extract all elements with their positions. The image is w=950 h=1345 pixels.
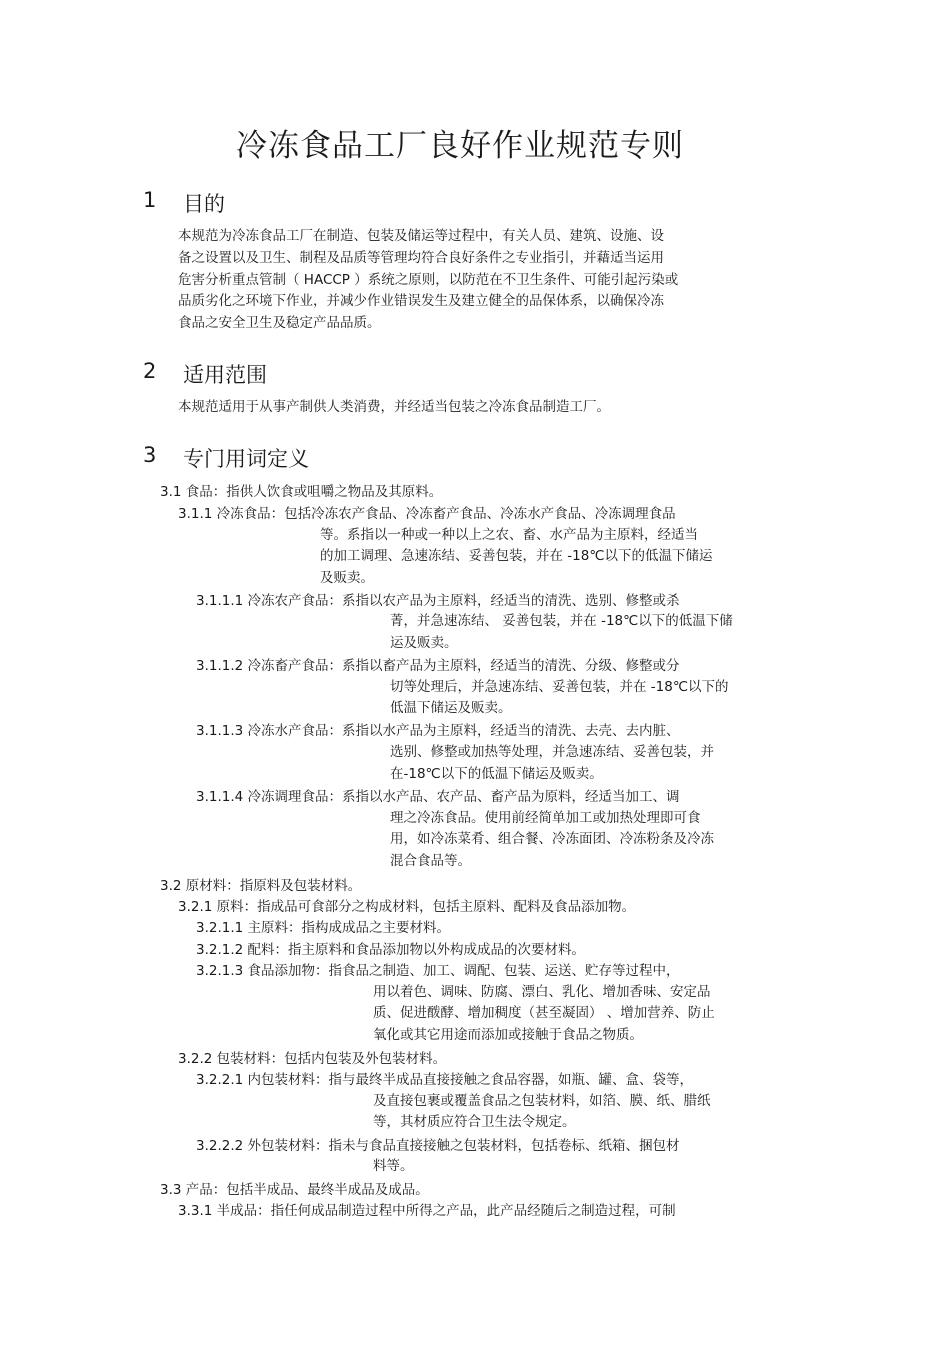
definition-line: 运及贩卖。	[390, 635, 458, 651]
definition-line: 在-18℃以下的低温下储运及贩卖。	[390, 766, 603, 782]
definition-line: 3.1 食品：指供人饮食或咀嚼之物品及其原料。	[160, 484, 443, 500]
definition-line: 混合食品等。	[390, 853, 471, 869]
section-number: 3	[143, 443, 157, 467]
paragraph-line: 危害分析重点管制（ HACCP ）系统之原则，以防范在不卫生条件、可能引起污染或	[178, 272, 679, 288]
definition-line: 及直接包裹或覆盖食品之包装材料，如箔、膜、纸、腊纸	[373, 1093, 711, 1109]
section-name: 目的	[183, 192, 225, 216]
definition-line: 低温下储运及贩卖。	[390, 700, 512, 716]
definition-line: 3.2.1.2 配料：指主原料和食品添加物以外构成成品的次要材料。	[196, 942, 586, 958]
definition-line: 等。系指以一种或一种以上之农、畜、水产品为主原料，经适当	[320, 527, 698, 543]
definition-line: 3.2.1.1 主原料：指构成成品之主要材料。	[196, 920, 451, 936]
definition-line: 3.1.1.3 冷冻水产食品：系指以水产品为主原料，经适当的清洗、去壳、去内脏、	[196, 723, 680, 739]
definition-line: 3.2.1 原料：指成品可食部分之构成材料，包括主原料、配料及食品添加物。	[178, 899, 636, 915]
definition-line: 质、促进酦酵、增加稠度（甚至凝固） 、增加营养、防止	[373, 1005, 715, 1021]
paragraph-line: 备之设置以及卫生、制程及品质等管理均符合良好条件之专业指引，并藉适当运用	[178, 250, 664, 266]
definition-line: 菁，并急速冻结、 妥善包装，并在 -18℃以下的低温下储	[390, 613, 733, 629]
definition-line: 的加工调理、急速冻结、妥善包装，并在 -18℃以下的低温下储运	[320, 548, 713, 564]
paragraph-line: 品质劣化之环境下作业，并减少作业错误发生及建立健全的品保体系，以确保冷冻	[178, 293, 664, 309]
section-number: 2	[143, 359, 157, 383]
definition-line: 3.2.2.2 外包装材料：指未与食品直接接触之包装材料，包括卷标、纸箱、捆包材	[196, 1138, 680, 1154]
definition-line: 3.2.1.3 食品添加物：指食品之制造、加工、调配、包装、运送、贮存等过程中，	[196, 963, 680, 979]
paragraph-line: 本规范适用于从事产制供人类消费，并经适当包装之冷冻食品制造工厂。	[178, 399, 610, 415]
definition-line: 3.2 原材料：指原料及包装材料。	[160, 878, 362, 894]
definition-line: 3.3 产品：包括半成品、最终半成品及成品。	[160, 1182, 429, 1198]
definition-line: 氧化或其它用途而添加或接触于食品之物质。	[373, 1027, 643, 1043]
definition-line: 3.1.1.1 冷冻农产食品：系指以农产品为主原料，经适当的清洗、选别、修整或杀	[196, 593, 680, 609]
definition-line: 3.1.1 冷冻食品：包括冷冻农产食品、冷冻畜产食品、冷冻水产食品、冷冻调理食品	[178, 506, 676, 522]
paragraph-line: 食品之安全卫生及稳定产品品质。	[178, 315, 381, 331]
definition-line: 3.2.2.1 内包装材料：指与最终半成品直接接触之食品容器，如瓶、罐、盒、袋等，	[196, 1072, 694, 1088]
definition-line: 3.1.1.4 冷冻调理食品：系指以水产品、农产品、畜产品为原料，经适当加工、调	[196, 789, 680, 805]
section-number: 1	[143, 188, 157, 212]
definition-line: 选别、修整或加热等处理，并急速冻结、妥善包装，并	[390, 744, 714, 760]
definition-line: 3.1.1.2 冷冻畜产食品：系指以畜产品为主原料，经适当的清洗、分级、修整或分	[196, 658, 680, 674]
definition-line: 用，如冷冻菜肴、组合餐、冷冻面团、冷冻粉条及冷冻	[390, 831, 714, 847]
section-name: 专门用词定义	[183, 447, 309, 471]
definition-line: 及贩卖。	[320, 570, 374, 586]
definition-line: 切等处理后，并急速冻结、妥善包装，并在 -18℃以下的	[390, 679, 729, 695]
paragraph-line: 本规范为冷冻食品工厂在制造、包装及储运等过程中，有关人员、建筑、设施、设	[178, 228, 664, 244]
definition-line: 3.3.1 半成品：指任何成品制造过程中所得之产品，此产品经随后之制造过程，可制	[178, 1203, 676, 1219]
definition-line: 3.2.2 包装材料：包括内包装及外包装材料。	[178, 1051, 447, 1067]
definition-line: 用以着色、调味、防腐、漂白、乳化、增加香味、安定品	[373, 984, 711, 1000]
definition-line: 理之冷冻食品。使用前经简单加工或加热处理即可食	[390, 810, 701, 826]
definition-line: 料等。	[373, 1158, 414, 1174]
definition-line: 等，其材质应符合卫生法令规定。	[373, 1114, 576, 1130]
document-title: 冷冻食品工厂良好作业规范专则	[236, 128, 684, 164]
section-name: 适用范围	[183, 363, 267, 387]
